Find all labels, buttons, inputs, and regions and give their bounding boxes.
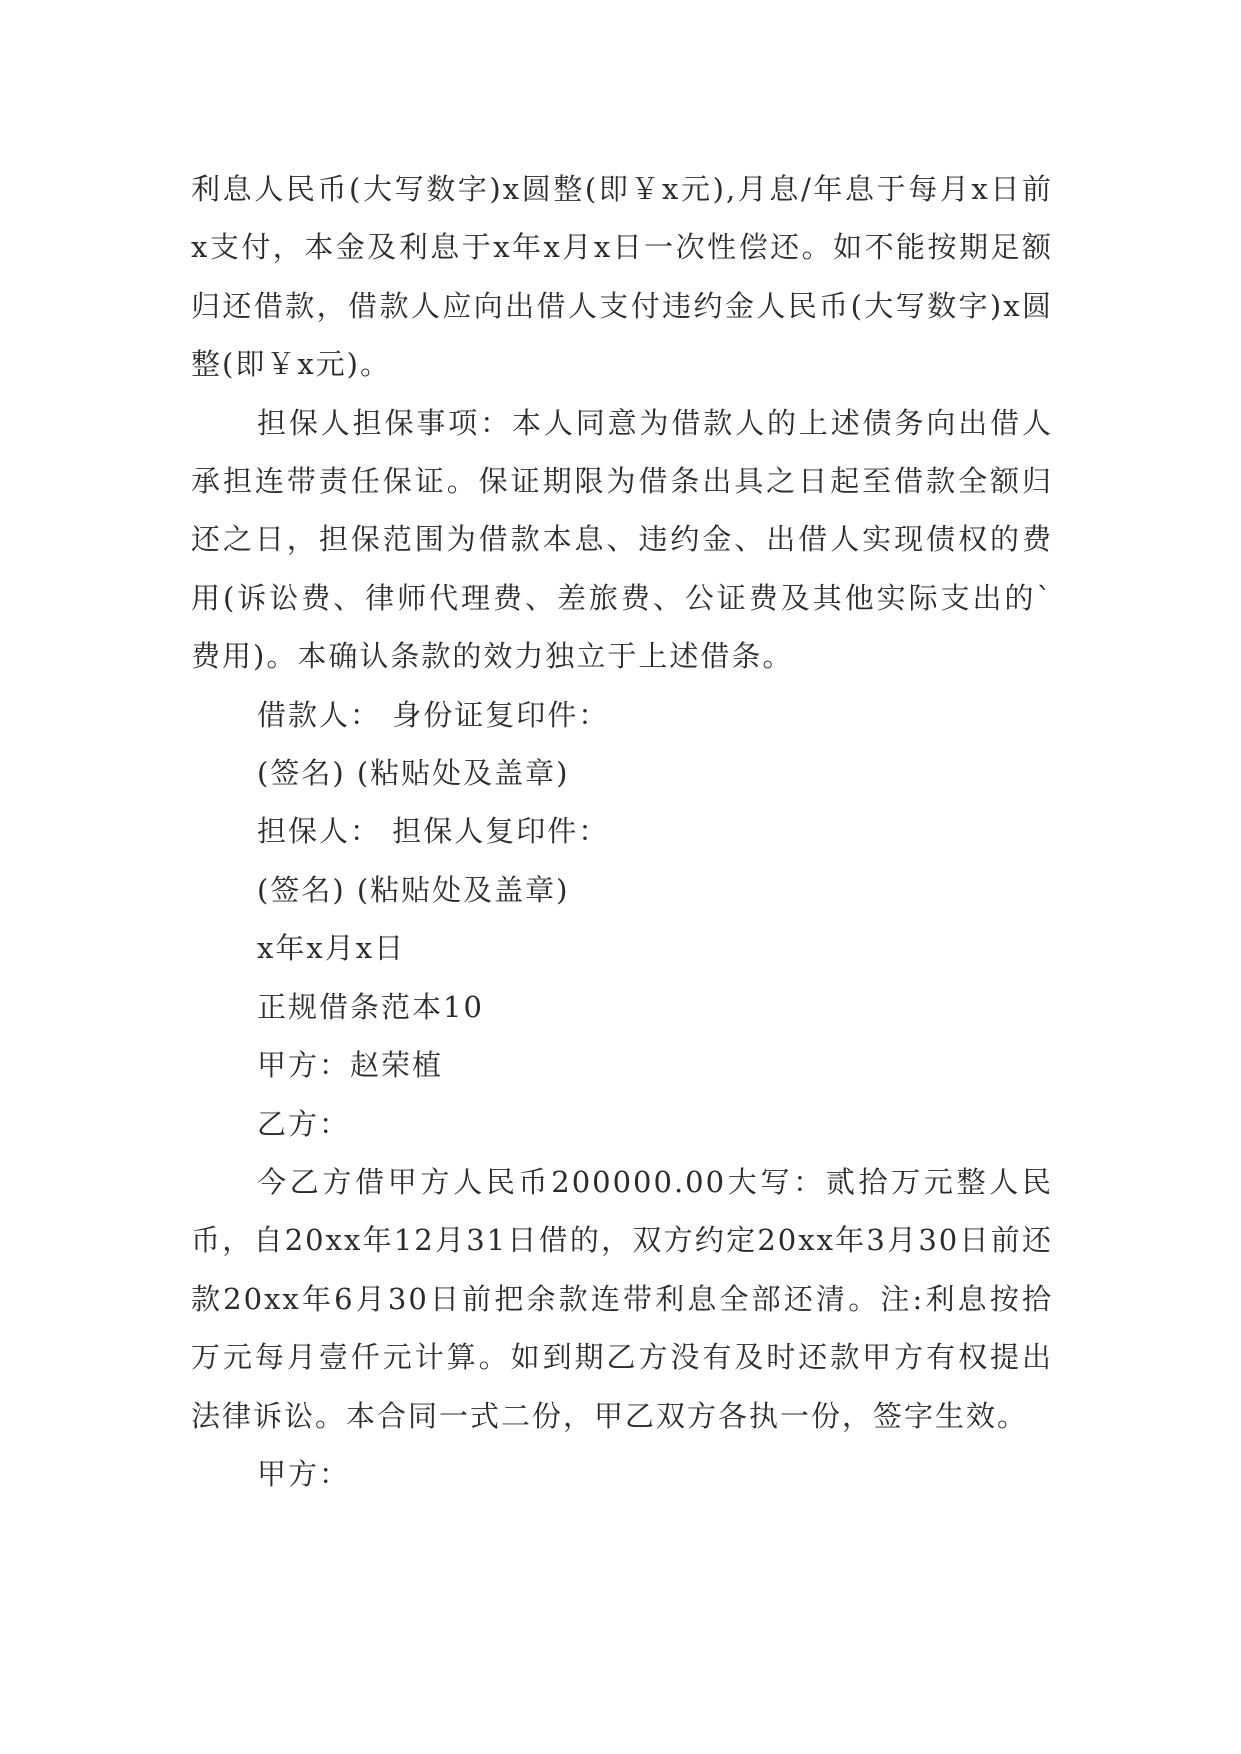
paragraph-loan-terms: 今乙方借甲方人民币200000.00大写：贰拾万元整人民币，自20xx年12月31日借的，双方约定20xx年3月30日前还款20xx年6月30日前把余款连带利息全部还清。注:利息按拾万元每月壹仟元计算。如到期乙方没有及时还款甲方有权提出法律诉讼。本合同一式二份，甲乙双方各执一份，签字生效。 xyxy=(191,1164,1053,1433)
template-title: 正规借条范本10 xyxy=(257,989,484,1024)
document-body xyxy=(191,160,1053,1503)
guarantor-signature-note: (签名) (粘贴处及盖章) xyxy=(257,872,570,907)
guarantor-signature-line: 担保人： 担保人复印件： xyxy=(257,814,610,849)
paragraph-guarantee-terms: 担保人担保事项：本人同意为借款人的上述债务向出借人承担连带责任保证。保证期限为借条出具之日起至借款全额归还之日，担保范围为借款本息、违约金、出借人实现债权的费用(诉讼费、律师代理费、差旅费、公证费及其他实际支出的`费用)。本确认条款的效力独立于上述借条。 xyxy=(191,405,1053,674)
party-b-line: 乙方： xyxy=(257,1106,351,1141)
date-line: x年x月x日 xyxy=(257,931,406,966)
party-a-signature-line: 甲方： xyxy=(257,1456,351,1491)
borrower-signature-line: 借款人： 身份证复印件： xyxy=(257,697,610,732)
borrower-signature-note: (签名) (粘贴处及盖章) xyxy=(257,756,570,791)
paragraph-interest-terms: 利息人民币(大写数字)x圆整(即￥x元),月息/年息于每月x日前x支付，本金及利息于x年x月x日一次性偿还。如不能按期足额归还借款，借款人应向出借人支付违约金人民币(大写数字)x圆整(即￥x元)。 xyxy=(191,172,1053,382)
party-a-line: 甲方：赵荣植 xyxy=(257,1048,444,1083)
